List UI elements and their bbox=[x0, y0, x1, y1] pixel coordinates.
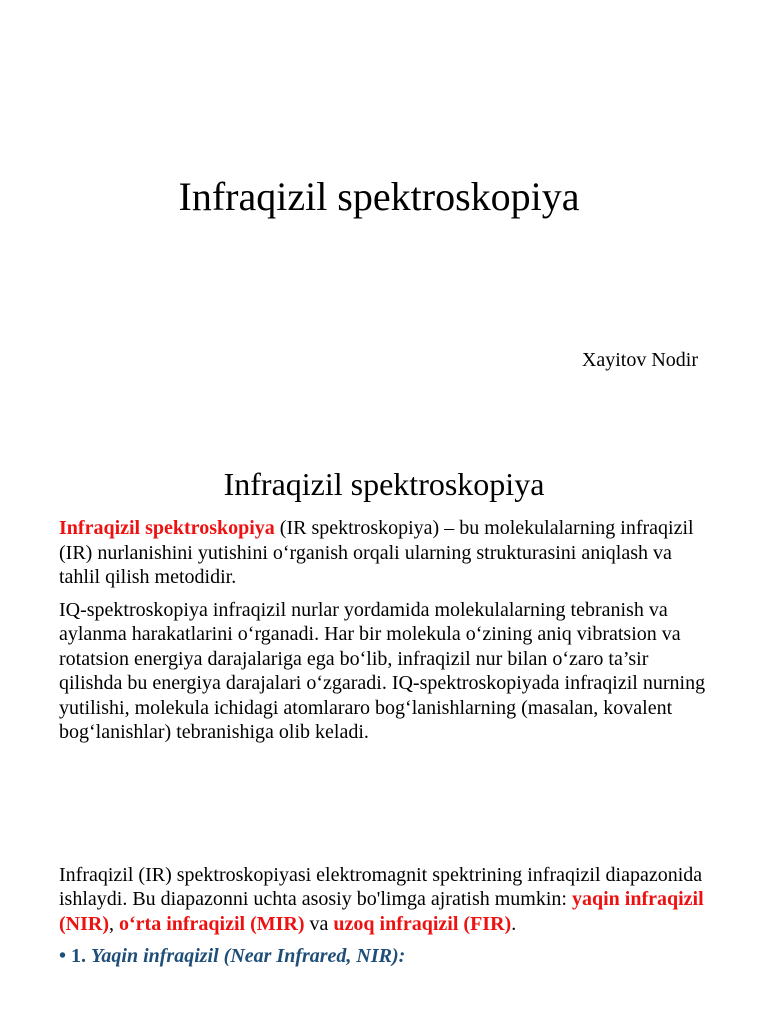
mir-term: o‘rta infraqizil (MIR) bbox=[119, 912, 305, 935]
fir-term: uzoq infraqizil (FIR) bbox=[333, 912, 512, 935]
ranges-paragraph bbox=[59, 863, 708, 937]
bullet-nir bbox=[59, 944, 708, 968]
section-title: Infraqizil spektroskopiya bbox=[223, 466, 545, 502]
definition-term: Infraqizil spektroskopiya bbox=[59, 517, 275, 539]
content-slide bbox=[0, 462, 768, 968]
bullet-marker: • 1. bbox=[59, 945, 92, 967]
bullet-heading: Yaqin infraqizil (Near Infrared, NIR): bbox=[91, 945, 406, 967]
slide-body bbox=[0, 516, 768, 968]
definition-paragraph bbox=[59, 516, 708, 590]
period: . bbox=[511, 912, 517, 935]
presentation-title: Infraqizil spektroskopiya bbox=[178, 174, 580, 219]
nir-term: yaqin infraqizil (NIR) bbox=[59, 888, 704, 935]
title-slide bbox=[0, 0, 768, 420]
separator-2: va bbox=[304, 912, 334, 935]
description-paragraph: IQ-spektroskopiya infraqizil nurlar yordamida molekulalarning tebranish va aylanma harakatlarini o‘rganadi. Har bir molekula o‘zining aniq vibratsion va rotatsion energiya darajalariga ega bo‘lib, infraqizil nur bilan o‘zaro ta’sir qilishda bu energiya darajalari o‘zgaradi. IQ-spektroskopiyada infraqizil nurning yutilishi, molekula ichidagi atomlararo bog‘lanishlarning (masalan, kovalent bog‘lanishlar) tebranishiga olib keladi. bbox=[59, 598, 706, 743]
separator-1: , bbox=[109, 912, 119, 935]
ranges-text: Infraqizil (IR) spektroskopiyasi elektromagnit spektrining infraqizil diapazonida ishlaydi. Bu diapazonni uchta asosiy bo'limga ajratish mumkin: bbox=[59, 863, 703, 910]
definition-text: (IR spektroskopiya) – bu molekulalarning infraqizil (IR) nurlanishini yutishini o‘rganish orqali ularning strukturasini aniqlash va tahlil qilish metodidir. bbox=[59, 517, 694, 588]
author-name: Xayitov Nodir bbox=[581, 349, 698, 371]
